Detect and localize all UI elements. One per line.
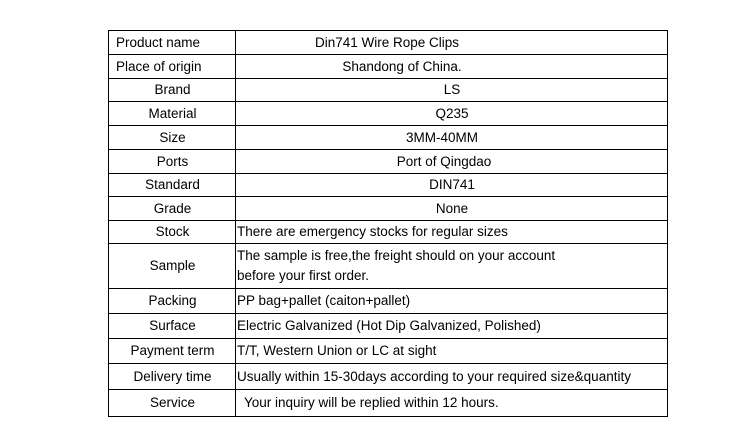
row-value	[236, 55, 668, 79]
row-value	[236, 289, 668, 314]
table-row	[109, 244, 668, 289]
row-value	[236, 126, 668, 150]
table-row	[109, 390, 668, 417]
row-value-line: PP bag+pallet (caiton+pallet)	[237, 293, 411, 308]
row-value-line: DIN741	[429, 177, 475, 192]
row-label: Ports	[109, 150, 236, 174]
table-row	[109, 197, 668, 221]
row-value-line: Your inquiry will be replied within 12 hours.	[244, 395, 499, 410]
spec-table-body	[109, 31, 668, 417]
row-value	[236, 102, 668, 126]
row-value-line: 3MM-40MM	[405, 129, 478, 145]
table-row	[109, 126, 668, 150]
table-row	[109, 150, 668, 174]
row-value-line: Shandong of China.	[342, 58, 462, 74]
product-spec-table	[108, 30, 668, 417]
table-row	[109, 174, 668, 197]
row-label: Size	[109, 126, 236, 150]
row-label: Sample	[109, 244, 236, 289]
row-value-line: The sample is free,the freight should on your account	[237, 248, 556, 263]
row-value	[236, 390, 668, 417]
row-label: Grade	[109, 197, 236, 221]
table-row	[109, 55, 668, 79]
row-label: Delivery time	[109, 364, 236, 390]
row-value-line: There are emergency stocks for regular sizes	[237, 224, 508, 239]
row-label: Brand	[109, 79, 236, 102]
table-row	[109, 339, 668, 364]
row-label: Stock	[109, 221, 236, 244]
row-value	[236, 244, 668, 289]
row-value	[236, 79, 668, 102]
row-value	[236, 221, 668, 244]
row-value-line: Usually within 15-30days according to your required size&quantity	[237, 368, 631, 384]
row-value-line: None	[435, 200, 469, 216]
row-label: Product name	[109, 31, 236, 55]
row-value-line: Electric Galvanized (Hot Dip Galvanized, Polished)	[237, 318, 541, 333]
table-row	[109, 364, 668, 390]
row-value	[236, 174, 668, 197]
table-row	[109, 102, 668, 126]
row-label: Material	[109, 102, 236, 126]
row-value	[236, 339, 668, 364]
table-row	[109, 221, 668, 244]
table-row	[109, 314, 668, 339]
row-value-line: before your first order.	[237, 268, 370, 283]
row-value	[236, 364, 668, 390]
row-label: Packing	[109, 289, 236, 314]
row-value-line: Din741 Wire Rope Clips	[314, 34, 460, 50]
row-value-line: LS	[443, 82, 461, 97]
row-value	[236, 31, 668, 55]
table-row	[109, 289, 668, 314]
row-value	[236, 150, 668, 174]
row-label: Payment term	[109, 339, 236, 364]
row-label: Standard	[109, 174, 236, 197]
row-value	[236, 197, 668, 221]
row-value	[236, 314, 668, 339]
table-row	[109, 31, 668, 55]
table-row	[109, 79, 668, 102]
row-label: Service	[109, 390, 236, 417]
row-value-line: Port of Qingdao	[396, 153, 492, 169]
row-label: Place of origin	[109, 55, 236, 79]
row-value-line: T/T, Western Union or LC at sight	[237, 343, 437, 358]
row-label: Surface	[109, 314, 236, 339]
row-value-line: Q235	[435, 105, 469, 121]
